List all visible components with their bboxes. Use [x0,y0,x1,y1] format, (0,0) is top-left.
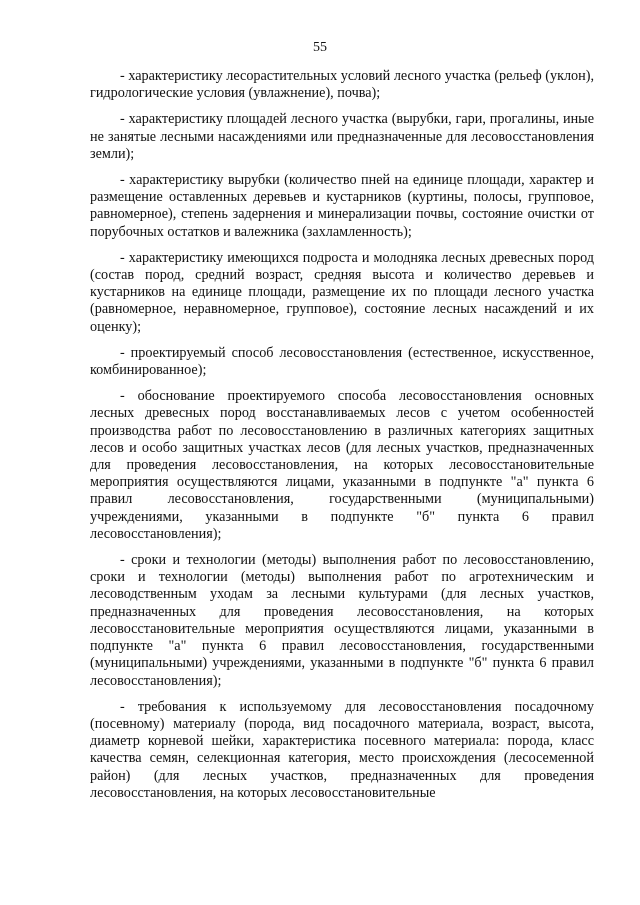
paragraph-planting-material-requirements: - требования к используемому для лесовосстановления посадочному (посевному) материалу (порода, вид посадочного материала, возраст, высота, диаметр корневой шейки, характеристика посевного материала: порода, класс качества семян, селекционная категория, место происхождения (лесосеменной район) (для лесных участков, предназначенных для проведения лесовосстановления, на которых лесовосстановительные [90,698,594,801]
paragraph-site-areas: - характеристику площадей лесного участка (вырубки, гари, прогалины, иные не занятые лесными насаждениями или предназначенные для лесовосстановления земли); [90,111,594,162]
document-body [90,68,594,811]
paragraph-site-conditions: - характеристику лесорастительных условий лесного участка (рельеф (уклон), гидрологические условия (увлажнение), почва); [90,68,594,102]
paragraph-timing-technologies: - сроки и технологии (методы) выполнения работ по лесовосстановлению, сроки и технологии (методы) выполнения работ по агротехническим и лесоводственным уходам за лесными культурами (для лесных участков, предназначенных для проведения лесовосстановления, на которых лесовосстановительные мероприятия осуществляются лицами, указанными в подпункте "а" пункта 6 правил лесовосстановления, государственными (муниципальными) учреждениями, указанными в подпункте "б" пункта 6 правил лесовосстановления); [90,552,594,689]
paragraph-method-justification: - обоснование проектируемого способа лесовосстановления основных лесных древесных пород восстанавливаемых лесов с учетом особенностей производства работ по лесовосстановлению в различных категориях защитных лесов и особо защитных участках лесов (для лесных участков, предназначенных для проведения лесовосстановления, на которых лесовосстановительные мероприятия осуществляются лицами, указанными в подпункте "а" пункта 6 правил лесовосстановления, государственными (муниципальными) учреждениями, указанными в подпункте "б" пункта 6 правил лесовосстановления); [90,388,594,542]
page-number: 55 [313,40,327,55]
paragraph-clearcut-characteristics: - характеристику вырубки (количество пней на единице площади, характер и размещение оставленных деревьев и кустарников (куртины, полосы, групповое, равномерное), степень задернения и минерализации почвы, состояние очистки от порубочных остатков и валежника (захламленность); [90,172,594,240]
paragraph-reforestation-method: - проектируемый способ лесовосстановления (естественное, искусственное, комбинированное); [90,344,594,379]
paragraph-undergrowth-characteristics: - характеристику имеющихся подроста и молодняка лесных древесных пород (состав пород, средний возраст, средняя высота и количество деревьев и кустарников на единице площади, размещение их по площади лесного участка (равномерное, неравномерное, групповое), состояние лесных насаждений и их оценку); [90,249,594,335]
